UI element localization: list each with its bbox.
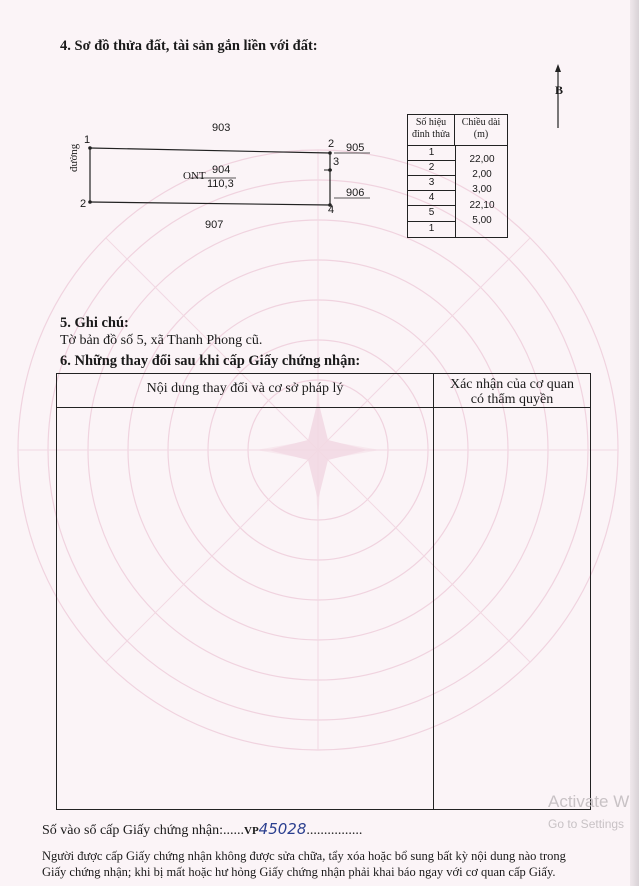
changes-col-confirm-header-line1: Xác nhận của cơ quan xyxy=(449,377,574,392)
length-cell: 22,00 xyxy=(469,154,495,165)
vertex-cell: 2 xyxy=(428,162,435,173)
footer-note-line1: Người được cấp Giấy chứng nhận không được sửa chữa, tẩy xóa hoặc bổ sung bất kỳ nội dung nào trong xyxy=(42,849,566,863)
parcel-land-code: ONT xyxy=(183,170,206,182)
section-6-title: 6. Những thay đổi sau khi cấp Giấy chứng nhận: xyxy=(60,353,361,369)
length-cell: 3,00 xyxy=(472,184,492,195)
length-cell: 2,00 xyxy=(472,169,492,180)
activate-windows-watermark: Activate W xyxy=(548,792,630,811)
vertex-label: 2 xyxy=(328,138,335,150)
vertex-cell: 4 xyxy=(428,192,435,203)
changes-col-content-header: Nội dung thay đổi và cơ sở pháp lý xyxy=(146,381,344,396)
vertex-cell: 1 xyxy=(428,147,435,158)
changes-table xyxy=(56,373,591,810)
registry-number-handwritten: 45028 xyxy=(258,820,307,838)
registry-dots: ................ xyxy=(306,823,363,838)
north-label: B xyxy=(555,83,564,97)
length-cell: 5,00 xyxy=(472,215,492,226)
vertex-label: 3 xyxy=(333,156,340,168)
section-5-title: 5. Ghi chú: xyxy=(60,315,129,331)
scan-edge xyxy=(630,0,639,886)
parcel-number: 904 xyxy=(212,164,231,176)
length-cell: 22,10 xyxy=(469,200,495,211)
vertex-cell: 1 xyxy=(428,223,435,234)
neighbor-bottom: 907 xyxy=(205,219,224,231)
registry-number-line xyxy=(42,820,362,839)
parcel-area: 110,3 xyxy=(207,178,234,190)
vertex-cell: 3 xyxy=(428,177,435,188)
vertex-label: 2 xyxy=(80,198,87,210)
edge-length-table xyxy=(407,114,508,238)
neighbor-right-top: 905 xyxy=(346,142,365,154)
edge-table-header-length: Chiều dài (m) xyxy=(461,117,501,140)
road-label: đường xyxy=(68,143,80,172)
neighbor-right-bottom: 906 xyxy=(346,187,365,199)
edge-table-header-vertex: Số hiệu đỉnh thửa xyxy=(408,115,455,145)
vertex-cell: 5 xyxy=(428,207,435,218)
section-5-note: Tờ bản đồ số 5, xã Thanh Phong cũ. xyxy=(60,333,263,348)
registry-label: Số vào sổ cấp Giấy chứng nhận:...... xyxy=(42,823,244,838)
changes-col-confirm-header-line2: có thẩm quyền xyxy=(470,392,554,407)
neighbor-top: 903 xyxy=(212,122,231,134)
registry-prefix: VP xyxy=(244,825,259,837)
footer-note-line2: Giấy chứng nhận; khi bị mất hoặc hư hỏng Giấy chứng nhận phải khai báo ngay với cơ quan cấp Giấy. xyxy=(42,865,556,879)
go-to-settings-watermark: Go to Settings xyxy=(548,817,625,831)
vertex-label: 1 xyxy=(84,134,91,146)
section-4-title: 4. Sơ đồ thửa đất, tài sản gắn liền với đất: xyxy=(60,38,318,54)
vertex-label: 4 xyxy=(328,204,335,216)
